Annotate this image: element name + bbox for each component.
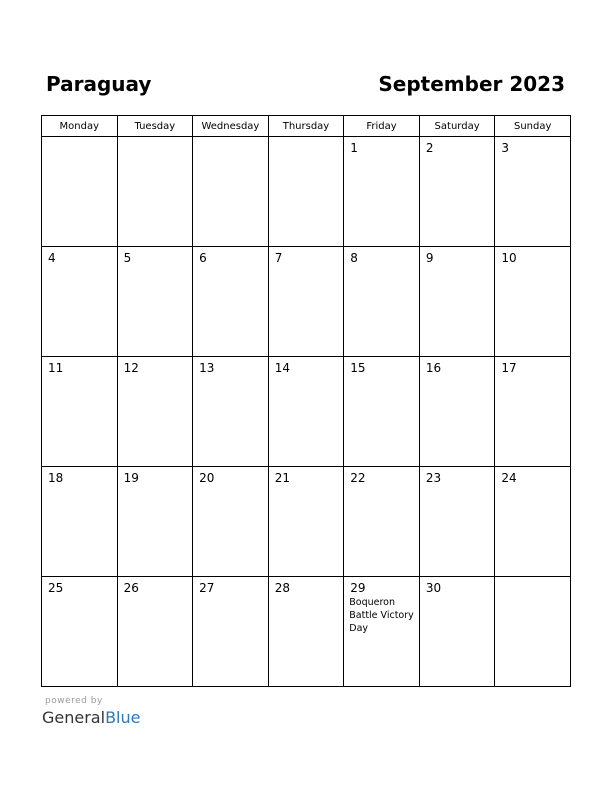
day-cell <box>42 467 118 577</box>
day-cell <box>268 467 344 577</box>
day-number: 17 <box>501 361 517 375</box>
weekday-saturday: Saturday <box>419 116 495 137</box>
day-cell <box>495 357 571 467</box>
day-cell <box>495 247 571 357</box>
day-number <box>42 137 117 141</box>
day-number <box>118 137 193 141</box>
day-cell <box>193 137 269 247</box>
day-number: 7 <box>274 251 283 265</box>
day-cell <box>344 137 420 247</box>
day-cell <box>117 357 193 467</box>
day-number: 24 <box>501 471 517 485</box>
week-row <box>42 577 571 687</box>
day-cell <box>117 137 193 247</box>
day-cell <box>419 137 495 247</box>
day-number: 6 <box>199 251 207 265</box>
day-cell <box>268 137 344 247</box>
day-number: 12 <box>123 361 139 375</box>
day-number: 18 <box>48 471 64 485</box>
day-cell <box>193 577 269 687</box>
day-number: 5 <box>123 251 132 265</box>
day-number: 27 <box>199 581 215 595</box>
day-number: 16 <box>425 361 442 375</box>
day-number: 22 <box>350 471 366 485</box>
brand-name-part2: Blue <box>105 708 141 727</box>
week-row <box>42 247 571 357</box>
day-number: 25 <box>48 581 64 595</box>
day-number: 13 <box>199 361 215 375</box>
day-number: 21 <box>274 471 290 485</box>
day-number: 9 <box>425 251 434 265</box>
day-number <box>269 137 344 141</box>
day-number: 10 <box>501 251 517 265</box>
day-cell <box>419 467 495 577</box>
day-cell <box>268 357 344 467</box>
day-number <box>193 137 268 141</box>
day-number: 8 <box>350 251 358 265</box>
day-cell <box>344 467 420 577</box>
day-number: 26 <box>123 581 139 595</box>
day-cell <box>42 357 118 467</box>
holiday-label: Boqueron Battle Victory Day <box>349 597 414 634</box>
day-cell <box>419 357 495 467</box>
day-cell <box>117 467 193 577</box>
day-cell <box>42 247 118 357</box>
day-number: 28 <box>274 581 290 595</box>
weekday-thursday: Thursday <box>268 116 344 137</box>
day-number <box>495 577 570 581</box>
day-number: 3 <box>501 141 510 155</box>
day-cell <box>419 247 495 357</box>
day-number: 11 <box>48 361 64 375</box>
day-number: 15 <box>350 361 366 375</box>
day-cell <box>268 577 344 687</box>
weekday-tuesday: Tuesday <box>117 116 193 137</box>
week-row <box>42 137 571 247</box>
day-cell <box>344 247 420 357</box>
day-cell <box>495 467 571 577</box>
day-cell <box>419 577 495 687</box>
country-title: Paraguay <box>46 72 152 96</box>
brand-logo[interactable] <box>42 708 140 728</box>
day-cell <box>193 247 269 357</box>
day-number: 2 <box>425 141 434 155</box>
week-row <box>42 467 571 577</box>
day-number: 1 <box>350 141 358 155</box>
weekday-sunday: Sunday <box>495 116 571 137</box>
footer-branding <box>42 696 140 728</box>
calendar-grid <box>41 115 571 687</box>
day-cell <box>117 247 193 357</box>
day-number: 30 <box>425 581 442 595</box>
day-cell <box>344 357 420 467</box>
day-cell <box>117 577 193 687</box>
day-number: 4 <box>48 251 56 265</box>
day-cell <box>495 137 571 247</box>
week-row <box>42 357 571 467</box>
brand-name-part1: General <box>42 708 106 727</box>
day-number: 29 <box>350 581 366 595</box>
day-number: 19 <box>123 471 139 485</box>
weekday-friday: Friday <box>344 116 420 137</box>
day-cell <box>268 247 344 357</box>
day-cell <box>193 357 269 467</box>
day-number: 20 <box>199 471 215 485</box>
day-cell <box>42 137 118 247</box>
powered-by-text: powered by <box>45 696 103 706</box>
day-cell <box>495 577 571 687</box>
day-number: 14 <box>274 361 290 375</box>
weekday-monday: Monday <box>42 116 118 137</box>
day-number: 23 <box>425 471 442 485</box>
day-cell <box>42 577 118 687</box>
day-cell <box>193 467 269 577</box>
weekday-wednesday: Wednesday <box>193 116 269 137</box>
day-cell <box>344 577 420 687</box>
month-title: September 2023 <box>378 72 565 96</box>
weekday-header-row <box>42 116 571 137</box>
